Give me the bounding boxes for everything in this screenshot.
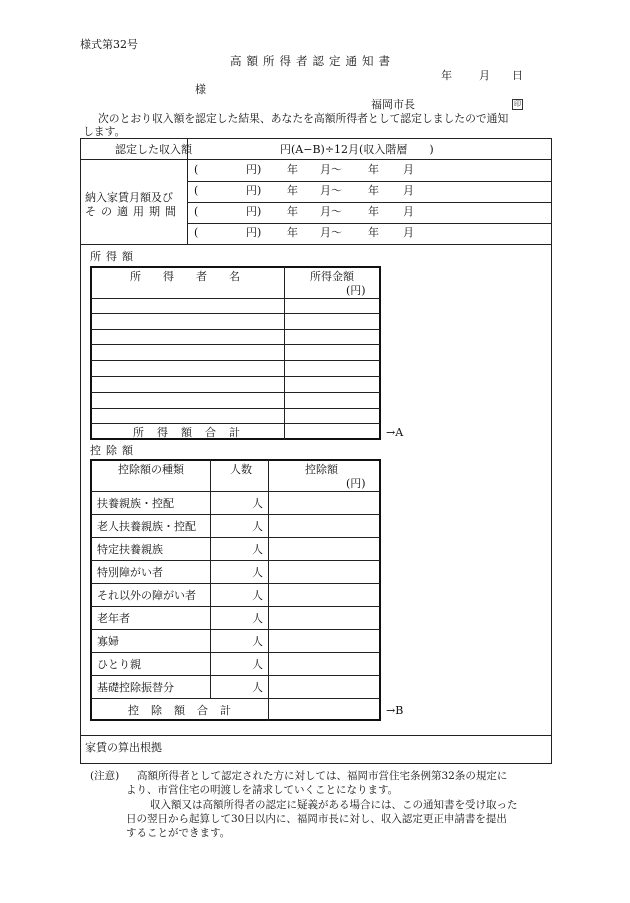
rent-row-yen: 円) bbox=[246, 205, 262, 218]
addressee-suffix: 様 bbox=[195, 83, 206, 96]
rent-row-month1: 月〜 bbox=[320, 163, 342, 176]
deduction-row-unit: 人 bbox=[252, 681, 263, 694]
deduction-row-label: ひとり親 bbox=[97, 658, 141, 671]
certified-income-label: 認定した収入額 bbox=[115, 143, 192, 156]
rent-period-label-line1: 納入家賃月額及び bbox=[85, 191, 173, 204]
income-total-marker: →A bbox=[386, 426, 404, 439]
deduction-col-type: 控除額の種類 bbox=[118, 463, 184, 476]
notes-line4: 日の翌日から起算して30日以内に、福岡市長に対し、収入認定更正申請書を提出 bbox=[126, 813, 507, 825]
rent-row-yen: 円) bbox=[246, 226, 262, 239]
rent-row-yen: 円) bbox=[246, 184, 262, 197]
rent-row-year2: 年 bbox=[368, 163, 379, 176]
table-row bbox=[91, 329, 380, 330]
rent-row-yen: 円) bbox=[246, 163, 262, 176]
deduction-row-unit: 人 bbox=[252, 635, 263, 648]
table-row bbox=[91, 360, 380, 361]
seal-mark: 印 bbox=[514, 100, 521, 108]
rent-row-year1: 年 bbox=[287, 205, 298, 218]
deduction-col-count: 人数 bbox=[230, 463, 252, 476]
rent-row-year2: 年 bbox=[368, 226, 379, 239]
rent-row-open-paren: ( bbox=[194, 184, 199, 197]
income-col-amount-unit: (円) bbox=[346, 284, 366, 297]
table-row bbox=[91, 298, 380, 299]
rent-basis-label: 家賃の算出根拠 bbox=[85, 741, 162, 754]
intro-text-line1: 次のとおり収入額を認定した結果、あなたを高額所得者として認定しましたので通知 bbox=[98, 112, 509, 125]
deduction-heading: 控除額 bbox=[90, 444, 138, 457]
deduction-row-unit: 人 bbox=[252, 612, 263, 625]
rent-row-year2: 年 bbox=[368, 184, 379, 197]
notes-label: (注意) bbox=[90, 770, 120, 782]
income-table bbox=[90, 266, 381, 440]
table-row bbox=[91, 376, 380, 377]
date-day: 日 bbox=[512, 69, 523, 82]
table-row bbox=[91, 392, 380, 393]
deduction-row-label: 基礎控除振替分 bbox=[97, 681, 174, 694]
table-row bbox=[91, 408, 380, 409]
deduction-row-unit: 人 bbox=[252, 543, 263, 556]
table-row bbox=[91, 698, 380, 699]
rent-row-month2: 月 bbox=[403, 184, 414, 197]
table-row bbox=[91, 537, 380, 538]
form-number: 様式第32号 bbox=[80, 38, 138, 51]
rent-row-year1: 年 bbox=[287, 226, 298, 239]
deduction-row-label: 老年者 bbox=[97, 612, 130, 625]
deduction-row-label: 寡婦 bbox=[97, 635, 119, 648]
table-row bbox=[91, 344, 380, 345]
rent-row-month2: 月 bbox=[403, 205, 414, 218]
deduction-row-unit: 人 bbox=[252, 520, 263, 533]
rent-row-month1: 月〜 bbox=[320, 205, 342, 218]
rent-row-month1: 月〜 bbox=[320, 184, 342, 197]
table-row bbox=[91, 514, 380, 515]
notes-line3: 収入額又は高額所得者の認定に疑義がある場合には、この通知書を受け取った bbox=[150, 799, 518, 811]
deduction-col-amount: 控除額 bbox=[305, 463, 338, 476]
notes-line1: 高額所得者として認定された方に対しては、福岡市営住宅条例第32条の規定に bbox=[137, 770, 508, 782]
rent-row-year1: 年 bbox=[287, 184, 298, 197]
deduction-row-unit: 人 bbox=[252, 497, 263, 510]
page-title: 高額所得者認定通知書 bbox=[230, 54, 395, 68]
rent-row-open-paren: ( bbox=[194, 205, 199, 218]
rent-row-open-paren: ( bbox=[194, 163, 199, 176]
notes-line5: することができます。 bbox=[126, 827, 231, 839]
table-row bbox=[91, 423, 380, 424]
deduction-row-label: それ以外の障がい者 bbox=[97, 589, 196, 602]
date-year: 年 bbox=[441, 69, 452, 82]
rent-row-open-paren: ( bbox=[194, 226, 199, 239]
deduction-total-label: 控除額合計 bbox=[128, 704, 243, 717]
deduction-row-unit: 人 bbox=[252, 658, 263, 671]
deduction-col-amount-unit: (円) bbox=[346, 477, 366, 490]
income-heading: 所得額 bbox=[90, 250, 138, 263]
rent-row-month2: 月 bbox=[403, 226, 414, 239]
intro-text-line2: します。 bbox=[83, 125, 126, 138]
table-row bbox=[91, 629, 380, 630]
rent-row-month2: 月 bbox=[403, 163, 414, 176]
income-col-amount: 所得金額 bbox=[310, 270, 354, 283]
date-month: 月 bbox=[479, 69, 490, 82]
table-row bbox=[91, 606, 380, 607]
rent-row-year1: 年 bbox=[287, 163, 298, 176]
deduction-row-unit: 人 bbox=[252, 566, 263, 579]
rent-period-label-line2: その適用期間 bbox=[85, 205, 181, 218]
table-row bbox=[91, 313, 380, 314]
income-col-name: 所得者名 bbox=[130, 270, 262, 283]
deduction-row-label: 特別障がい者 bbox=[97, 566, 163, 579]
rent-row-month1: 月〜 bbox=[320, 226, 342, 239]
deduction-total-marker: →B bbox=[386, 704, 404, 717]
deduction-row-label: 特定扶養親族 bbox=[97, 543, 163, 556]
deduction-row-label: 扶養親族・控配 bbox=[97, 497, 174, 510]
rent-row-year2: 年 bbox=[368, 205, 379, 218]
table-row bbox=[91, 675, 380, 676]
deduction-row-label: 老人扶養親族・控配 bbox=[97, 520, 196, 533]
deduction-row-unit: 人 bbox=[252, 589, 263, 602]
issuer-name: 福岡市長 bbox=[371, 98, 415, 111]
table-row bbox=[91, 560, 380, 561]
income-total-label: 所得額合計 bbox=[133, 426, 253, 439]
table-row bbox=[91, 652, 380, 653]
table-row bbox=[91, 583, 380, 584]
notes-line2: より、市営住宅の明渡しを請求していくことになります。 bbox=[126, 784, 399, 796]
certified-income-formula: 円(A−B)÷12月(収入階層 ) bbox=[280, 143, 434, 156]
